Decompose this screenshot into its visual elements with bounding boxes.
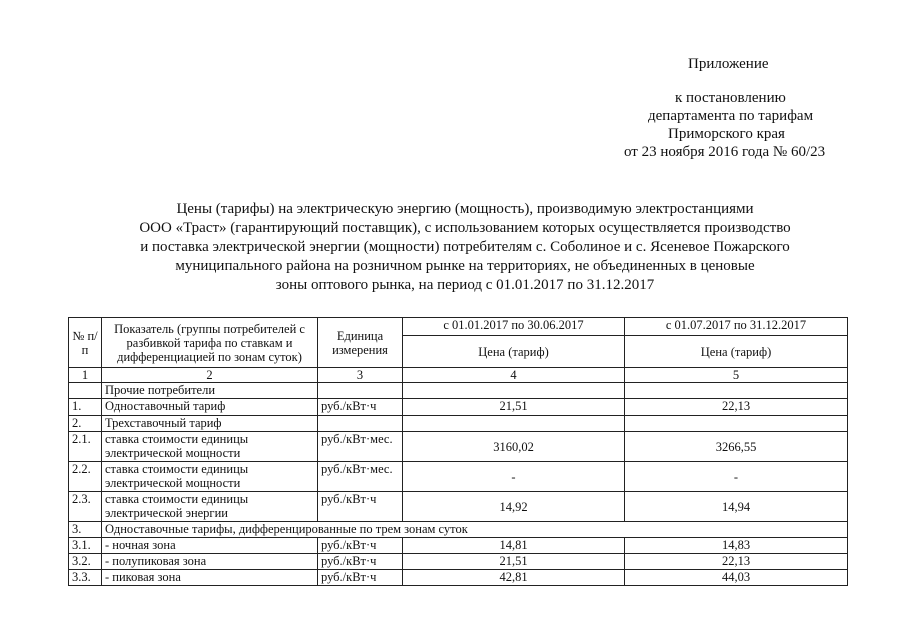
- row-num: [69, 383, 102, 399]
- title-line: муниципального района на розничном рынке на территориях, не объединенных в ценовые: [175, 258, 755, 274]
- row-value-2: 44,03: [625, 570, 848, 586]
- row-unit: руб./кВт·ч: [318, 399, 403, 416]
- row-value-1: 14,92: [403, 492, 625, 522]
- colnum-5: 5: [625, 368, 848, 383]
- header-period-2: с 01.07.2017 по 31.12.2017: [625, 318, 848, 336]
- row-value-2: 22,13: [625, 399, 848, 416]
- row-value-2: 14,94: [625, 492, 848, 522]
- table-row: [69, 462, 848, 492]
- row-value-2: [625, 383, 848, 399]
- row-num: 3.2.: [69, 554, 102, 570]
- table-row: [69, 522, 848, 538]
- table-row: [69, 570, 848, 586]
- row-unit: руб./кВт·мес.: [318, 462, 403, 492]
- row-unit: руб./кВт·мес.: [318, 432, 403, 462]
- row-name: - ночная зона: [102, 538, 318, 554]
- appendix-resolution: к постановлению: [675, 90, 786, 106]
- row-value-1: 14,81: [403, 538, 625, 554]
- title-line: и поставка электрической энергии (мощности) потребителям с. Соболиное и с. Ясеневое Пожарского: [140, 239, 790, 255]
- table-row: [69, 554, 848, 570]
- row-name: Трехставочный тариф: [102, 416, 318, 432]
- document-title: [100, 200, 830, 295]
- header-unit: Единица измерения: [318, 318, 403, 368]
- tariff-table: [68, 317, 848, 586]
- row-num: 3.1.: [69, 538, 102, 554]
- row-value-1: -: [403, 462, 625, 492]
- row-num: 2.2.: [69, 462, 102, 492]
- header-num: № п/п: [69, 318, 102, 368]
- row-unit: [318, 383, 403, 399]
- row-name: Одноставочный тариф: [102, 399, 318, 416]
- title-line: Цены (тарифы) на электрическую энергию (мощность), производимую электростанциями: [176, 201, 754, 217]
- row-num: 3.: [69, 522, 102, 538]
- row-unit: [318, 416, 403, 432]
- table-row: [69, 416, 848, 432]
- row-name: - полупиковая зона: [102, 554, 318, 570]
- row-value-1: 21,51: [403, 399, 625, 416]
- row-name: ставка стоимости единицы электрической энергии: [102, 492, 318, 522]
- appendix-label: Приложение: [688, 56, 769, 72]
- row-name: Прочие потребители: [102, 383, 318, 399]
- row-value-2: 22,13: [625, 554, 848, 570]
- header-price-2: Цена (тариф): [625, 336, 848, 368]
- colnum-3: 3: [318, 368, 403, 383]
- row-num: 2.3.: [69, 492, 102, 522]
- row-value-1: [403, 416, 625, 432]
- table-row: [69, 432, 848, 462]
- row-num: 2.1.: [69, 432, 102, 462]
- row-unit: руб./кВт·ч: [318, 554, 403, 570]
- row-value-1: 21,51: [403, 554, 625, 570]
- row-value-1: [403, 383, 625, 399]
- row-value-2: [625, 416, 848, 432]
- table-row: [69, 383, 848, 399]
- row-name: - пиковая зона: [102, 570, 318, 586]
- header-indicator: Показатель (группы потребителей с разбивкой тарифа по ставкам и дифференциацией по зонам суток): [102, 318, 318, 368]
- appendix-date: от 23 ноября 2016 года № 60/23: [624, 144, 826, 160]
- row-value-1: 3160,02: [403, 432, 625, 462]
- header-price-1: Цена (тариф): [403, 336, 625, 368]
- row-value-2: 3266,55: [625, 432, 848, 462]
- row-num: 2.: [69, 416, 102, 432]
- row-value-1: 42,81: [403, 570, 625, 586]
- row-value-2: 14,83: [625, 538, 848, 554]
- colnum-4: 4: [403, 368, 625, 383]
- row-unit: руб./кВт·ч: [318, 492, 403, 522]
- appendix-region: Приморского края: [668, 126, 785, 142]
- row-name: Одноставочные тарифы, дифференцированные по трем зонам суток: [102, 522, 848, 538]
- title-line: ООО «Траст» (гарантирующий поставщик), с использованием которых осуществляется производство: [139, 220, 791, 236]
- row-value-2: -: [625, 462, 848, 492]
- header-period-1: с 01.01.2017 по 30.06.2017: [403, 318, 625, 336]
- table-row: [69, 538, 848, 554]
- appendix-department: департамента по тарифам: [648, 108, 814, 124]
- row-name: ставка стоимости единицы электрической мощности: [102, 462, 318, 492]
- colnum-2: 2: [102, 368, 318, 383]
- row-unit: руб./кВт·ч: [318, 538, 403, 554]
- row-name: ставка стоимости единицы электрической мощности: [102, 432, 318, 462]
- row-num: 1.: [69, 399, 102, 416]
- colnum-1: 1: [69, 368, 102, 383]
- row-unit: руб./кВт·ч: [318, 570, 403, 586]
- title-line: зоны оптового рынка, на период с 01.01.2017 по 31.12.2017: [275, 277, 655, 293]
- table-row: [69, 399, 848, 416]
- row-num: 3.3.: [69, 570, 102, 586]
- table-row: [69, 492, 848, 522]
